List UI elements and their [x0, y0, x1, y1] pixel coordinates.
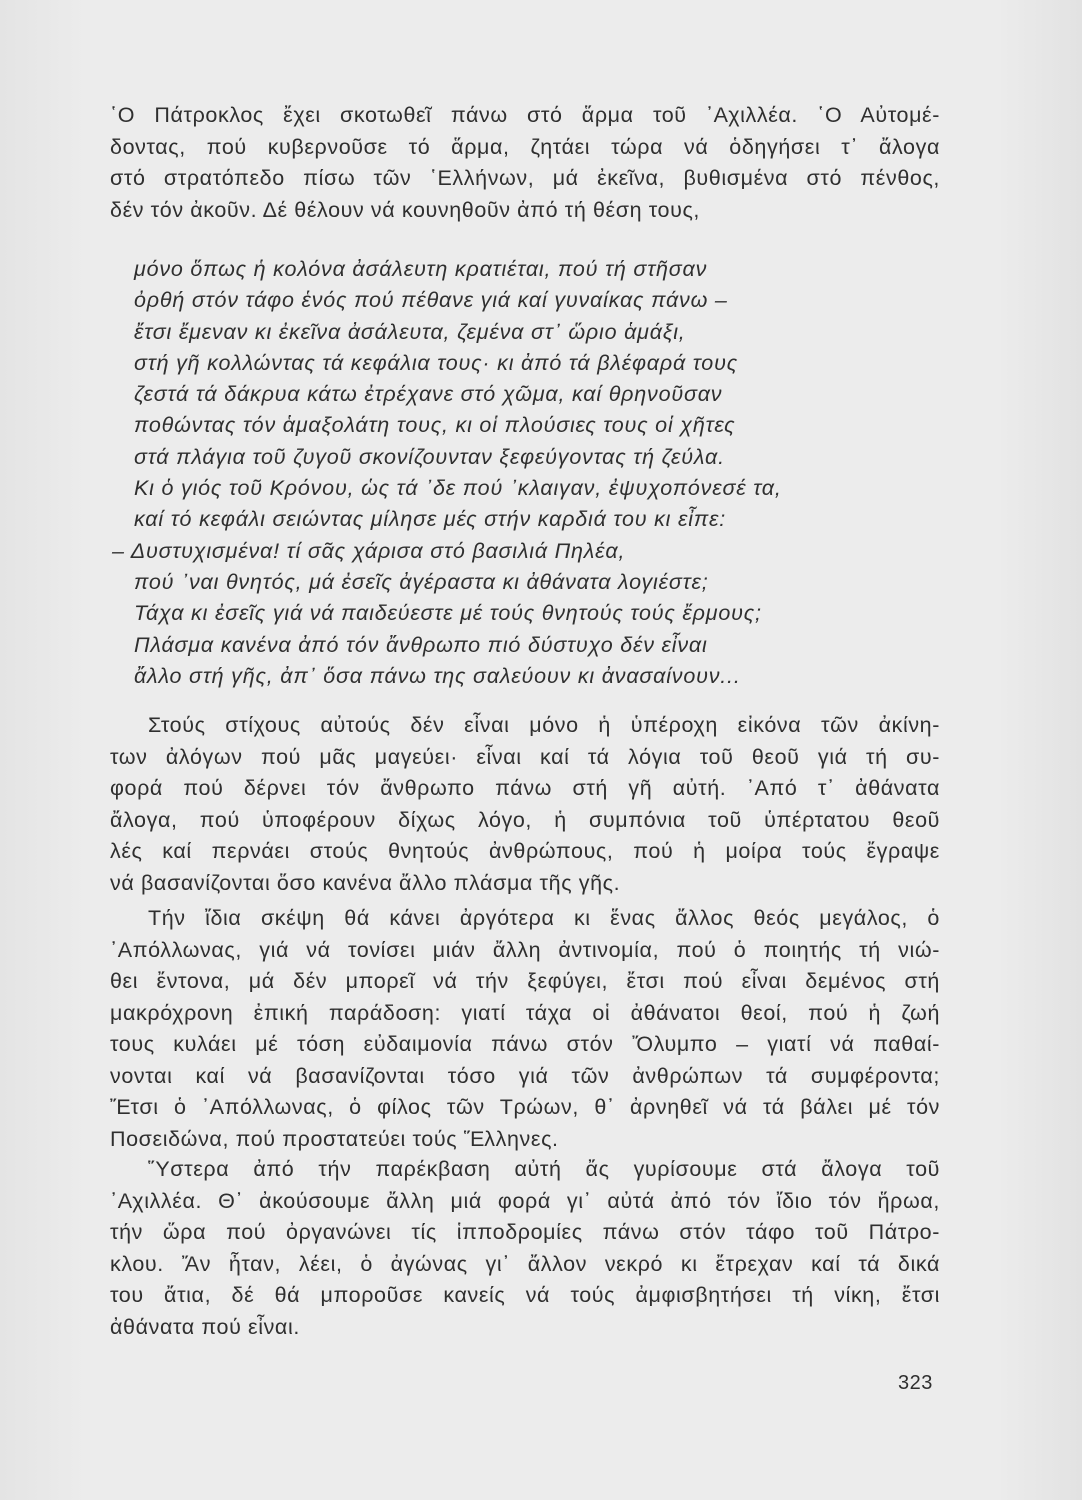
verse-line: Πλάσμα κανένα ἀπό τόν ἄνθρωπο πιό δύστυχο δέν εἶναι — [134, 632, 708, 657]
text-line: τήν ὥρα πού ὀργανώνει τίς ἱπποδρομίες πάνω στόν τάφο τοῦ Πάτρο- — [110, 1220, 940, 1244]
text-line: του ἄτια, δέ θά μποροῦσε κανείς νά τούς ἀμφισβητήσει τή νίκη, ἔτσι — [110, 1283, 940, 1307]
text-line: ἄλογα, πού ὑποφέρουν δίχως λόγο, ἡ συμπόνια τοῦ ὑπέρτατου θεοῦ — [110, 807, 940, 832]
verse-line: στά πλάγια τοῦ ζυγοῦ σκονίζουνταν ξεφεύγοντας τή ζεύλα. — [134, 444, 725, 469]
verse-line: στή γῆ κολλώντας τά κεφάλια τους· κι ἀπό τά βλέφαρά τους — [134, 350, 738, 375]
verse-line: ἄλλο στή γῆς, ἀπ᾿ ὅσα πάνω της σαλεύουν κι ἀνασαίνουν... — [134, 663, 741, 688]
text-line: Ἔτσι ὁ ᾿Απόλλωνας, ὁ φίλος τῶν Τρώων, θ᾿ ἀρνηθεῖ νά τά βάλει μέ τόν — [110, 1095, 940, 1119]
text-line: Τήν ἴδια σκέψη θά κάνει ἀργότερα κι ἕνας ἄλλος θεός μεγάλος, ὁ — [148, 906, 940, 930]
text-line: Στούς στίχους αὐτούς δέν εἶναι μόνο ἡ ὑπέροχη εἰκόνα τῶν ἀκίνη- — [148, 713, 940, 737]
paragraph-intro — [110, 100, 940, 226]
text-line: ἀθάνατα πού εἶναι. — [110, 1314, 300, 1339]
text-line: θει ἔντονα, μά δέν μπορεῖ νά τήν ξεφύγει, ἔτσι πού εἶναι δεμένος στή — [110, 969, 940, 993]
text-line: δοντας, πού κυβερνοῦσε τό ἅρμα, ζητάει τώρα νά ὁδηγήσει τ᾿ ἄλογα — [110, 134, 940, 159]
text-line: νά βασανίζονται ὅσο κανένα ἄλλο πλάσμα τῆς γῆς. — [110, 870, 621, 895]
verse-quotation — [112, 254, 902, 692]
verse-line: μόνο ὅπως ἡ κολόνα ἀσάλευτη κρατιέται, πού τή στῆσαν — [134, 257, 708, 281]
paragraph-apollo — [110, 903, 940, 1155]
page-number: 323 — [898, 1372, 933, 1394]
text-line: Ποσειδώνα, πού προστατεύει τούς Ἕλληνες. — [110, 1126, 559, 1151]
verse-line: ποθώντας τόν ἁμαξολάτη τους, κι οἱ πλούσιες τους οἱ χῆτες — [134, 413, 736, 438]
verse-line: ὀρθή στόν τάφο ἑνός πού πέθανε γιά καί γυναίκας πάνω – — [134, 288, 728, 313]
verse-line: ζεστά τά δάκρυα κάτω ἐτρέχανε στό χῶμα, καί θρηνοῦσαν — [134, 382, 723, 407]
text-line: ᾿Απόλλωνας, γιά νά τονίσει μιάν ἄλλη ἀντινομία, πού ὁ ποιητής τή νιώ- — [110, 937, 940, 962]
verse-line: πού ᾿ναι θνητός, μά ἐσεῖς ἀγέραστα κι ἀθάνατα λογιέστε; — [134, 569, 709, 594]
verse-line: Τάχα κι ἐσεῖς γιά νά παιδεύεστε μέ τούς θνητούς τούς ἔρμους; — [134, 601, 762, 626]
verse-line: ἔτσι ἔμεναν κι ἐκεῖνα ἀσάλευτα, ζεμένα στ᾿ ὥριο ἁμάξι, — [134, 319, 686, 344]
verse-line: – Δυστυχισμένα! τί σᾶς χάρισα στό βασιλιά Πηλέα, — [112, 538, 626, 563]
text-line: κλου. Ἄν ἦταν, λέει, ὁ ἀγώνας γι᾿ ἄλλον νεκρό κι ἔτρεχαν καί τά δικά — [110, 1251, 940, 1276]
text-line: δέν τόν ἀκοῦν. Δέ θέλουν νά κουνηθοῦν ἀπό τή θέση τους, — [110, 197, 700, 222]
text-line: τους κυλάει μέ τόση εὐδαιμονία πάνω στόν Ὄλυμπο – γιατί νά παθαί- — [110, 1032, 940, 1056]
text-line: νονται καί νά βασανίζονται τόσο γιά τῶν ἀνθρώπων τά συμφέροντα; — [110, 1063, 940, 1088]
text-line: φορά πού δέρνει τόν ἄνθρωπο πάνω στή γῆ αὐτή. ᾿Από τ᾿ ἀθάνατα — [110, 776, 940, 800]
text-line: ᾿Αχιλλέα. Θ᾿ ἀκούσουμε ἄλλη μιά φορά γι᾿ αὐτά ἀπό τόν ἴδιο τόν ἥρωα, — [110, 1188, 940, 1213]
verse-line: καί τό κεφάλι σειώντας μίλησε μές στήν καρδιά του κι εἶπε: — [134, 507, 727, 532]
text-line: ῾Ο Πάτροκλος ἔχει σκοτωθεῖ πάνω στό ἅρμα τοῦ ᾿Αχιλλέα. ῾Ο Αὐτομέ- — [110, 103, 940, 127]
text-line: Ὕστερα ἀπό τήν παρέκβαση αὐτή ἄς γυρίσουμε στά ἄλογα τοῦ — [148, 1157, 940, 1181]
verse-line: Κι ὁ γιός τοῦ Κρόνου, ὡς τά ᾿δε πού ᾿κλαιγαν, ἐψυχοπόνεσέ τα, — [134, 476, 782, 501]
paragraph-commentary — [110, 710, 940, 899]
text-line: στό στρατόπεδο πίσω τῶν ῾Ελλήνων, μά ἐκεῖνα, βυθισμένα στό πένθος, — [110, 166, 940, 190]
text-line: των ἀλόγων πού μᾶς μαγεύει· εἶναι καί τά λόγια τοῦ θεοῦ γιά τή συ- — [110, 744, 940, 769]
text-line: μακρόχρονη ἐπική παράδοση: γιατί τάχα οἱ ἀθάνατοι θεοί, πού ἡ ζωή — [110, 1000, 940, 1025]
text-line: λές καί περνάει στούς θνητούς ἀνθρώπους, πού ἡ μοίρα τούς ἔγραψε — [110, 839, 940, 863]
paragraph-horses — [110, 1154, 940, 1343]
